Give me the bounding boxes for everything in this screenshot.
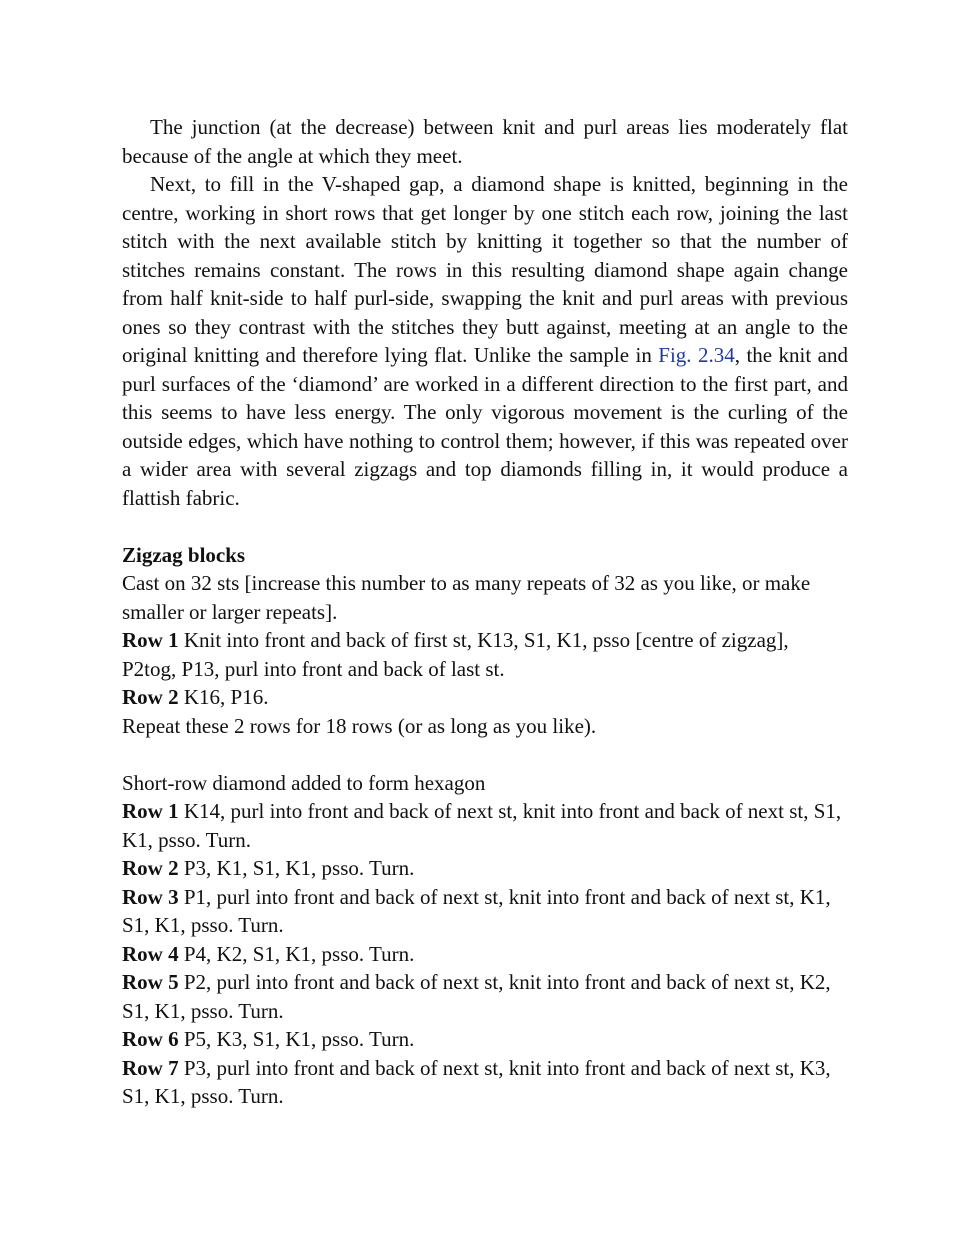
row-label: Row 7 — [122, 1055, 179, 1080]
paragraph-diamond-description — [122, 170, 848, 512]
row-label: Row 1 — [122, 628, 179, 652]
spacer — [122, 740, 848, 769]
row-instruction: P3, purl into front and back of next st, knit into front and back of next st, K3, S1, K1, psso. Turn. — [122, 1055, 831, 1108]
row-instruction: K14, purl into front and back of next st, knit into front and back of next st, S1, K1, psso. Turn. — [122, 799, 842, 852]
figure-reference-link[interactable]: Fig. 2.34 — [658, 343, 735, 367]
diamond-row-3 — [122, 883, 848, 940]
row-instruction: P5, K3, S1, K1, psso. Turn. — [178, 1027, 415, 1051]
repeat-instruction: Repeat these 2 rows for 18 rows (or as long as you like). — [122, 713, 597, 738]
zigzag-row-1 — [122, 626, 848, 683]
row-instruction: P1, purl into front and back of next st, knit into front and back of next st, K1, S1, K1, psso. Turn. — [122, 884, 831, 937]
row-instruction: P2, purl into front and back of next st, knit into front and back of next st, K2, S1, K1, psso. Turn. — [122, 970, 831, 1023]
row-instruction: K16, P16. — [178, 685, 269, 709]
row-instruction: P3, K1, S1, K1, psso. Turn. — [178, 856, 415, 880]
row-instruction: P4, K2, S1, K1, psso. Turn. — [178, 941, 415, 966]
diamond-row-7 — [122, 1054, 848, 1111]
diamond-row-2 — [122, 854, 848, 883]
row-label: Row 5 — [122, 970, 179, 994]
paragraph-junction: The junction (at the decrease) between knit and purl areas lies moderately flat because of the angle at which they meet. — [122, 115, 848, 168]
paragraph-text-after-link: , the knit and purl surfaces of the ‘diamond’ are worked in a different direction to the first part, and this seems to have less energy. The only vigorous movement is the curling of the outside edges, which have nothing to control them; however, if this was repeated over a wider area with several zigzags and top diamonds filling in, it would produce a flattish fabric. — [122, 343, 848, 510]
row-label: Row 1 — [122, 799, 179, 823]
row-label: Row 2 — [122, 856, 179, 880]
diamond-row-4 — [122, 940, 848, 969]
diamond-row-5 — [122, 968, 848, 1025]
spacer — [122, 512, 848, 541]
row-label: Row 4 — [122, 941, 179, 966]
diamond-row-6 — [122, 1025, 848, 1054]
section-heading-diamond: Short-row diamond added to form hexagon — [122, 770, 486, 795]
paragraph-text-before-link: Next, to fill in the V-shaped gap, a diamond shape is knitted, beginning in the centre, working in short rows that get longer by one stitch each row, joining the last stitch with the next available stitch by knitting it together so that the number of stitches remains constant. The rows in this resulting diamond shape again change from half knit-side to half purl-side, swapping the knit and purl areas with previous ones so they contrast with the stitches they butt against, meeting at an angle to the original knitting and therefore lying flat. Unlike the sample in — [122, 172, 848, 367]
cast-on-instruction: Cast on 32 sts [increase this number to as many repeats of 32 as you like, or make smaller or larger repeats]. — [122, 571, 811, 624]
section-heading-zigzag: Zigzag blocks — [122, 542, 246, 567]
row-instruction: Knit into front and back of first st, K13, S1, K1, psso [centre of zigzag], P2tog, P13, purl into front and back of last st. — [122, 628, 789, 681]
row-label: Row 6 — [122, 1027, 179, 1051]
diamond-row-1 — [122, 797, 848, 854]
row-label: Row 3 — [122, 884, 179, 909]
document-page — [122, 113, 848, 1111]
zigzag-row-2 — [122, 683, 848, 712]
row-label: Row 2 — [122, 685, 179, 709]
